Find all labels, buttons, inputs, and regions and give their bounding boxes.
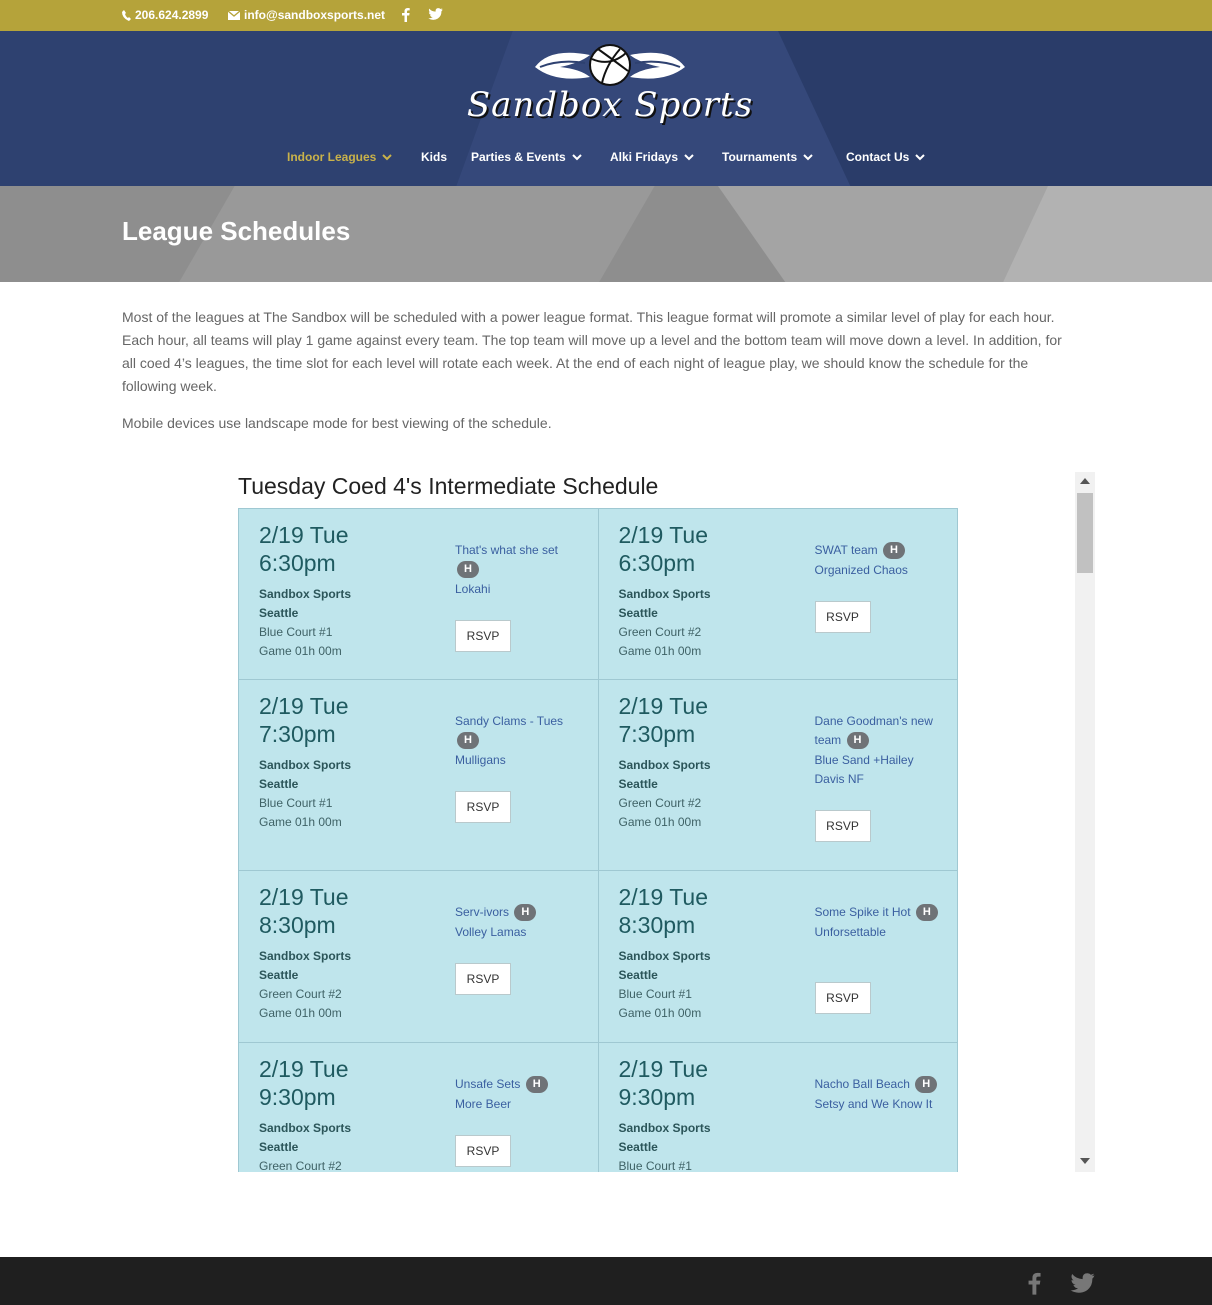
nav-label: Tournaments <box>722 150 798 164</box>
game-length: Game 01h 00m <box>259 644 342 658</box>
site-footer <box>0 1257 1212 1305</box>
email-link[interactable] <box>228 8 385 22</box>
page-title: League Schedules <box>122 216 351 246</box>
home-team-link[interactable]: Some Spike it Hot <box>814 905 911 919</box>
home-badge: H <box>883 542 905 559</box>
home-badge: H <box>847 732 869 749</box>
game-length: Game 01h 00m <box>618 1006 702 1020</box>
home-badge: H <box>915 1076 937 1093</box>
top-bar <box>0 0 1212 31</box>
away-team-link[interactable]: Unforsettable <box>814 925 886 939</box>
venue-name: Sandbox Sports Seattle <box>618 1121 711 1154</box>
court-name: Green Court #2 <box>618 625 702 639</box>
chevron-down-icon <box>684 152 694 162</box>
team-list <box>815 712 940 790</box>
court-name: Green Court #2 <box>259 1159 342 1172</box>
chevron-down-icon <box>803 152 813 162</box>
game-datetime: 2/19 Tue 6:30pm <box>618 522 709 576</box>
game-length: Game 01h 00m <box>618 815 702 829</box>
venue-name: Sandbox Sports Seattle <box>618 949 711 982</box>
team-list <box>815 1075 940 1115</box>
intro-paragraph: Most of the leagues at The Sandbox will be scheduled with a power league format. This league format will promote a similar level of play for each hour. Each hour, all teams will play 1 game against every team. The top team will move up a level and the bottom team will move down a level. In addition, for all coed 4’s leagues, the time slot for each level will rotate each week. At the end of each night of league play, we should know the schedule for the following week. <box>122 309 1062 394</box>
rsvp-button[interactable]: RSVP <box>455 963 511 995</box>
nav-label: Indoor Leagues <box>287 150 377 164</box>
home-badge: H <box>514 904 536 921</box>
rsvp-button[interactable]: RSVP <box>815 982 871 1014</box>
phone-link[interactable] <box>122 8 208 22</box>
email-address: info@sandboxsports.net <box>244 8 386 22</box>
team-list <box>455 903 580 943</box>
team-list <box>815 903 940 943</box>
game-datetime: 2/19 Tue 9:30pm <box>618 1056 709 1110</box>
game-card <box>599 508 959 680</box>
court-name: Blue Court #1 <box>618 987 692 1001</box>
phone-icon <box>122 10 131 21</box>
venue-name: Sandbox Sports Seattle <box>618 587 711 620</box>
game-length: Game 01h 00m <box>618 644 702 658</box>
twitter-icon[interactable] <box>1070 1273 1095 1293</box>
game-length: Game 01h 00m <box>259 815 342 829</box>
scrollbar-thumb[interactable] <box>1077 493 1093 573</box>
rsvp-button[interactable]: RSVP <box>455 791 511 823</box>
court-name: Blue Court #1 <box>618 1159 692 1172</box>
home-badge: H <box>526 1076 548 1093</box>
nav-item-indoor-leagues[interactable] <box>287 150 392 164</box>
game-datetime: 2/19 Tue 8:30pm <box>618 884 709 938</box>
team-list <box>455 541 580 600</box>
twitter-icon[interactable] <box>428 8 443 20</box>
mobile-note: Mobile devices use landscape mode for best viewing of the schedule. <box>122 415 552 431</box>
schedule-embed <box>238 472 1095 1172</box>
game-datetime: 2/19 Tue 7:30pm <box>618 693 709 747</box>
away-team-link[interactable]: More Beer <box>455 1097 512 1111</box>
venue-name: Sandbox Sports Seattle <box>259 758 352 791</box>
team-list <box>455 712 580 771</box>
nav-item-alki-fridays[interactable] <box>610 150 694 164</box>
chevron-down-icon <box>915 152 925 162</box>
nav-label: Contact Us <box>846 150 910 164</box>
game-card <box>239 871 599 1043</box>
home-team-link[interactable]: Unsafe Sets <box>455 1077 521 1091</box>
phone-number: 206.624.2899 <box>135 8 209 22</box>
court-name: Green Court #2 <box>259 987 342 1001</box>
game-card <box>239 508 599 680</box>
away-team-link[interactable]: Lokahi <box>455 582 491 596</box>
game-card <box>599 1043 959 1172</box>
away-team-link[interactable]: Mulligans <box>455 753 506 767</box>
away-team-link[interactable]: Blue Sand +Hailey Davis NF <box>814 753 914 786</box>
site-header <box>0 31 1212 186</box>
chevron-down-icon <box>382 152 392 162</box>
venue-name: Sandbox Sports Seattle <box>618 758 711 791</box>
home-team-link[interactable]: Sandy Clams - Tues <box>455 714 564 728</box>
venue-name: Sandbox Sports Seattle <box>259 949 352 982</box>
game-length: Game 01h 00m <box>259 1006 342 1020</box>
schedule-row <box>238 871 958 1043</box>
rsvp-button[interactable]: RSVP <box>815 601 871 633</box>
home-team-link[interactable]: SWAT team <box>814 543 878 557</box>
team-list <box>815 541 940 581</box>
mail-icon <box>228 11 240 20</box>
nav-label: Alki Fridays <box>610 150 679 164</box>
game-datetime: 2/19 Tue 8:30pm <box>259 884 349 938</box>
nav-item-tournaments[interactable] <box>722 150 813 164</box>
rsvp-button[interactable]: RSVP <box>455 1135 511 1167</box>
facebook-icon[interactable] <box>1027 1271 1041 1295</box>
court-name: Green Court #2 <box>618 796 702 810</box>
rsvp-button[interactable]: RSVP <box>815 810 871 842</box>
away-team-link[interactable]: Volley Lamas <box>455 925 527 939</box>
venue-name: Sandbox Sports Seattle <box>259 1121 352 1154</box>
team-list <box>455 1075 580 1115</box>
nav-label: Kids <box>421 150 448 164</box>
game-card <box>239 680 599 871</box>
facebook-icon[interactable] <box>401 7 410 22</box>
nav-item-contact-us[interactable] <box>846 150 925 164</box>
game-datetime: 2/19 Tue 9:30pm <box>259 1056 349 1110</box>
game-datetime: 2/19 Tue 6:30pm <box>259 522 349 576</box>
schedule-title: Tuesday Coed 4's Intermediate Schedule <box>238 473 659 499</box>
schedule-row <box>238 1043 958 1172</box>
venue-name: Sandbox Sports Seattle <box>259 587 352 620</box>
game-datetime: 2/19 Tue 7:30pm <box>259 693 349 747</box>
scroll-up-arrow-icon[interactable] <box>1080 478 1090 484</box>
game-card <box>599 680 959 871</box>
nav-item-parties-events[interactable] <box>471 150 582 164</box>
nav-label: Parties & Events <box>471 150 566 164</box>
court-name: Blue Court #1 <box>259 796 333 810</box>
site-logo[interactable] <box>440 37 780 137</box>
home-badge: H <box>457 561 479 578</box>
home-team-link[interactable]: Dane Goodman's new team <box>814 714 933 747</box>
home-team-link[interactable]: That's what she set <box>455 543 559 557</box>
scroll-down-arrow-icon[interactable] <box>1080 1158 1090 1164</box>
chevron-down-icon <box>572 152 582 162</box>
rsvp-button[interactable]: RSVP <box>455 620 511 652</box>
schedule-row <box>238 508 958 680</box>
away-team-link[interactable]: Setsy and We Know It <box>814 1097 933 1111</box>
home-badge: H <box>916 904 938 921</box>
schedule-grid <box>238 508 958 1172</box>
game-card <box>239 1043 599 1172</box>
schedule-scrollbar[interactable] <box>1075 472 1095 1172</box>
schedule-row <box>238 680 958 871</box>
home-team-link[interactable]: Serv-ivors <box>455 905 510 919</box>
page-title-band <box>0 186 1212 282</box>
court-name: Blue Court #1 <box>259 625 333 639</box>
home-team-link[interactable]: Nacho Ball Beach <box>814 1077 910 1091</box>
logo-text: Sandbox Sports <box>466 85 754 125</box>
nav-item-kids[interactable] <box>421 150 447 164</box>
main-nav <box>0 150 1212 170</box>
game-card <box>599 871 959 1043</box>
home-badge: H <box>457 732 479 749</box>
away-team-link[interactable]: Organized Chaos <box>814 563 908 577</box>
